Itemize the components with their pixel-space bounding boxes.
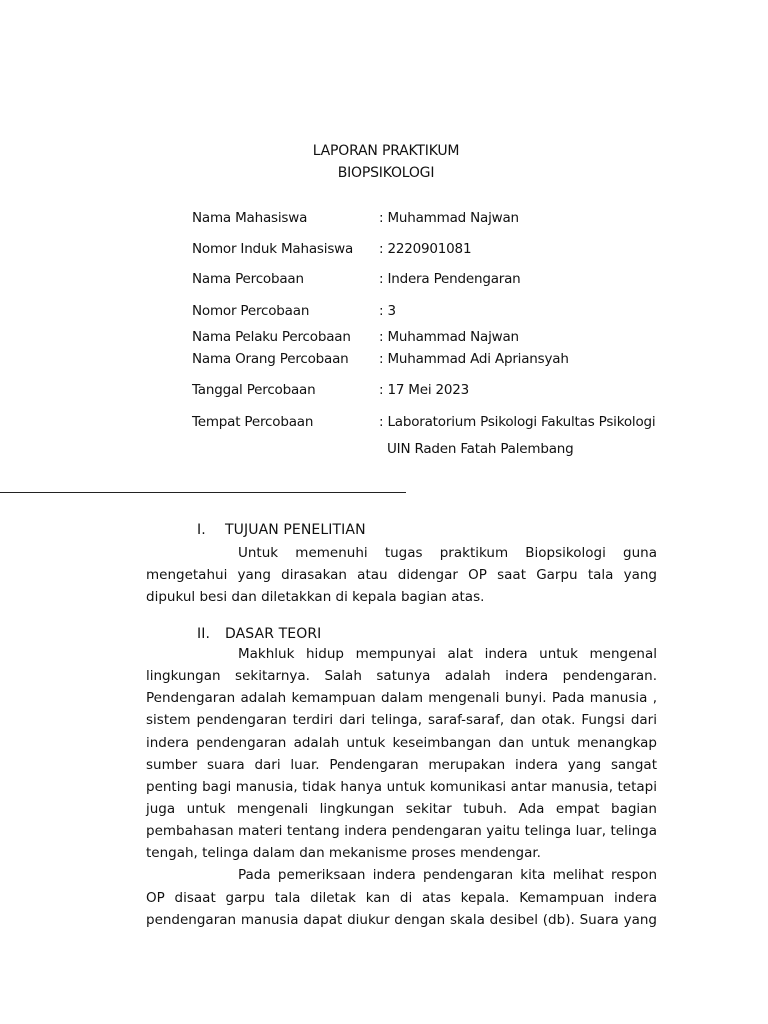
field-value-nomor-induk: : 2220901081	[379, 241, 472, 257]
paragraph-line: Pada pemeriksaan indera pendengaran kita melihat respon	[238, 867, 657, 884]
paragraph-line: sumber suara dari luar. Pendengaran merupakan indera yang sangat	[146, 756, 657, 773]
paragraph-line: pendengaran manusia dapat diukur dengan skala desibel (db). Suara yang	[146, 911, 657, 928]
paragraph-line: Untuk memenuhi tugas praktikum Biopsikologi guna	[238, 545, 657, 561]
divider-line	[0, 492, 406, 493]
field-label-nama-mahasiswa: Nama Mahasiswa	[192, 210, 308, 226]
field-label-pelaku-percobaan: Nama Pelaku Percobaan	[192, 329, 351, 345]
report-title: LAPORAN PRAKTIKUM	[312, 143, 460, 159]
paragraph-line: sistem pendengaran terdiri dari telinga, saraf-saraf, dan otak. Fungsi dari	[146, 712, 657, 729]
field-label-nomor-induk: Nomor Induk Mahasiswa	[192, 241, 354, 257]
field-value-tanggal-percobaan: : 17 Mei 2023	[379, 382, 470, 398]
section-2-heading: DASAR TEORI	[225, 626, 322, 642]
field-label-orang-percobaan: Nama Orang Percobaan	[192, 351, 349, 367]
paragraph-line: penting bagi manusia, tidak hanya untuk komunikasi antar manusia, tetapi	[146, 778, 657, 795]
paragraph-line: pembahasan materi tentang indera pendengaran yaitu telinga luar, telinga	[146, 823, 657, 840]
section-1-number: I.	[197, 522, 206, 538]
field-label-nama-percobaan: Nama Percobaan	[192, 271, 304, 287]
paragraph-line: juga untuk mengenali lingkungan sekitar tubuh. Ada empat bagian	[146, 800, 657, 817]
paragraph-line: lingkungan sekitarnya. Salah satunya adalah indera pendengaran.	[146, 668, 657, 685]
section-1-heading: TUJUAN PENELITIAN	[225, 522, 366, 538]
field-value-tempat-percobaan-line2: UIN Raden Fatah Palembang	[387, 441, 574, 457]
section-1-paragraph	[146, 542, 657, 608]
section-2-paragraph	[146, 643, 657, 931]
field-value-nama-percobaan: : Indera Pendengaran	[379, 271, 521, 287]
paragraph-line: Pendengaran adalah kemampuan dalam mengenali bunyi. Pada manusia ,	[146, 690, 657, 707]
field-value-orang-percobaan: : Muhammad Adi Apriansyah	[379, 351, 569, 367]
field-label-tanggal-percobaan: Tanggal Percobaan	[192, 382, 316, 398]
paragraph-line: Makhluk hidup mempunyai alat indera untuk mengenal	[238, 646, 657, 662]
field-label-nomor-percobaan: Nomor Percobaan	[192, 303, 310, 319]
field-value-nama-mahasiswa: : Muhammad Najwan	[379, 210, 519, 226]
paragraph-line: dipukul besi dan diletakkan di kepala bagian atas.	[146, 589, 485, 606]
paragraph-line: tengah, telinga dalam dan mekanisme proses mendengar.	[146, 845, 541, 862]
field-value-pelaku-percobaan: : Muhammad Najwan	[379, 329, 519, 345]
paragraph-line: OP disaat garpu tala diletak kan di atas kepala. Kemampuan indera	[146, 889, 657, 906]
field-value-tempat-percobaan: : Laboratorium Psikologi Fakultas Psikologi	[379, 414, 656, 430]
section-2-number: II.	[197, 626, 211, 642]
field-label-tempat-percobaan: Tempat Percobaan	[192, 414, 314, 430]
report-subtitle: BIOPSIKOLOGI	[337, 165, 435, 181]
paragraph-line: mengetahui yang dirasakan atau didengar OP saat Garpu tala yang	[146, 567, 657, 584]
field-value-nomor-percobaan: : 3	[379, 303, 396, 319]
paragraph-line: indera pendengaran adalah untuk keseimbangan dan untuk menangkap	[146, 734, 657, 751]
